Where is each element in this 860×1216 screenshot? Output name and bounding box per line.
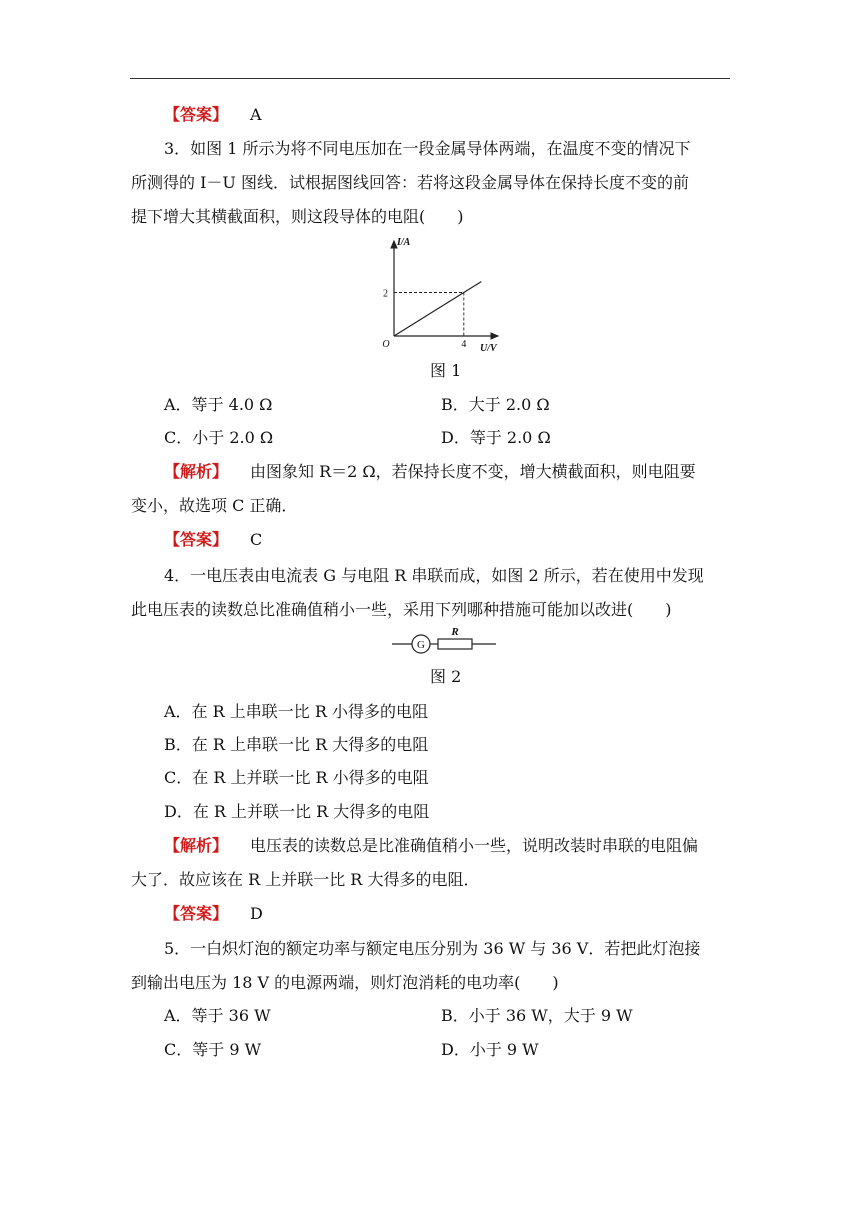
resistor-icon [438, 639, 472, 649]
series-line [394, 282, 481, 336]
q4-analysis-line-2: 大了．故应该在 R 上并联一比 R 大得多的电阻． [131, 870, 480, 889]
answer-value: D [250, 904, 263, 923]
q3-answer [164, 529, 774, 551]
resistor-label: R [451, 626, 459, 638]
q4-stem-line-1: 4．一电压表由电流表 G 与电阻 R 串联而成，如图 2 所示，若在使用中发现 [164, 566, 704, 585]
q5-option-a: A．等于 36 W [164, 1006, 271, 1025]
analysis-line-1: 由图象知 R＝2 Ω，若保持长度不变，增大横截面积，则电阻要 [250, 462, 696, 481]
answer-value: A [250, 105, 262, 124]
figure-2-caption: 图 2 [430, 667, 462, 686]
q4-option-a: A．在 R 上串联一比 R 小得多的电阻 [164, 702, 428, 721]
q3-stem-line-2: 所测得的 I－U 图线．试根据图线回答：若将这段金属导体在保持长度不变的前 [131, 173, 689, 192]
q5-option-d: D．小于 9 W [441, 1040, 539, 1059]
q3-analysis [164, 461, 774, 483]
q5-stem-line-2: 到输出电压为 18 V 的电源两端，则灯泡消耗的电功率( ) [131, 973, 559, 992]
x-tick-label: 4 [461, 339, 467, 350]
answer-value: C [250, 530, 263, 549]
q4-stem-line-2: 此电压表的读数总比准确值稍小一些，采用下列哪种措施可能加以改进( ) [131, 600, 672, 619]
q3-analysis-line-2: 变小，故选项 C 正确． [131, 496, 298, 515]
y-tick-label: 2 [383, 288, 388, 300]
figure-1-caption: 图 1 [430, 361, 462, 380]
meter-label: G [417, 639, 425, 651]
q4-option-b: B．在 R 上串联一比 R 大得多的电阻 [164, 735, 429, 754]
analysis-line-1: 电压表的读数总是比准确值稍小一些，说明改装时串联的电阻偏 [250, 836, 699, 855]
x-axis-arrow [491, 333, 498, 339]
q3-option-b: B．大于 2.0 Ω [441, 395, 550, 414]
q4-analysis [164, 835, 774, 857]
origin-label: O [382, 339, 390, 350]
q3-option-c: C．小于 2.0 Ω [164, 428, 274, 447]
q2-answer [164, 104, 774, 126]
answer-tag: 【答案】 [164, 904, 229, 923]
q5-option-c: C．等于 9 W [164, 1040, 262, 1059]
analysis-tag: 【解析】 [164, 462, 229, 481]
x-axis-label: U/V [480, 343, 497, 354]
q3-stem-line-3: 提下增大其横截面积，则这段导体的电阻( ) [131, 207, 464, 226]
circuit-diagram [392, 626, 498, 658]
q4-option-c: C．在 R 上并联一比 R 小得多的电阻 [164, 768, 429, 787]
q3-stem-line-1: 3．如图 1 所示为将不同电压加在一段金属导体两端，在温度不变的情况下 [164, 139, 691, 158]
q4-option-d: D．在 R 上并联一比 R 大得多的电阻 [164, 802, 430, 821]
iu-graph [370, 233, 510, 355]
q5-stem-line-1: 5．一白炽灯泡的额定功率与额定电压分别为 36 W 与 36 V．若把此灯泡接 [164, 939, 701, 958]
answer-tag: 【答案】 [164, 105, 229, 124]
header-rule [130, 78, 730, 79]
q3-option-a: A．等于 4.0 Ω [164, 395, 273, 414]
q4-answer [164, 903, 774, 925]
y-axis-label: I/A [397, 237, 411, 248]
analysis-tag: 【解析】 [164, 836, 229, 855]
q3-option-d: D．等于 2.0 Ω [441, 428, 551, 447]
q5-option-b: B．小于 36 W，大于 9 W [441, 1006, 633, 1025]
answer-tag: 【答案】 [164, 530, 229, 549]
